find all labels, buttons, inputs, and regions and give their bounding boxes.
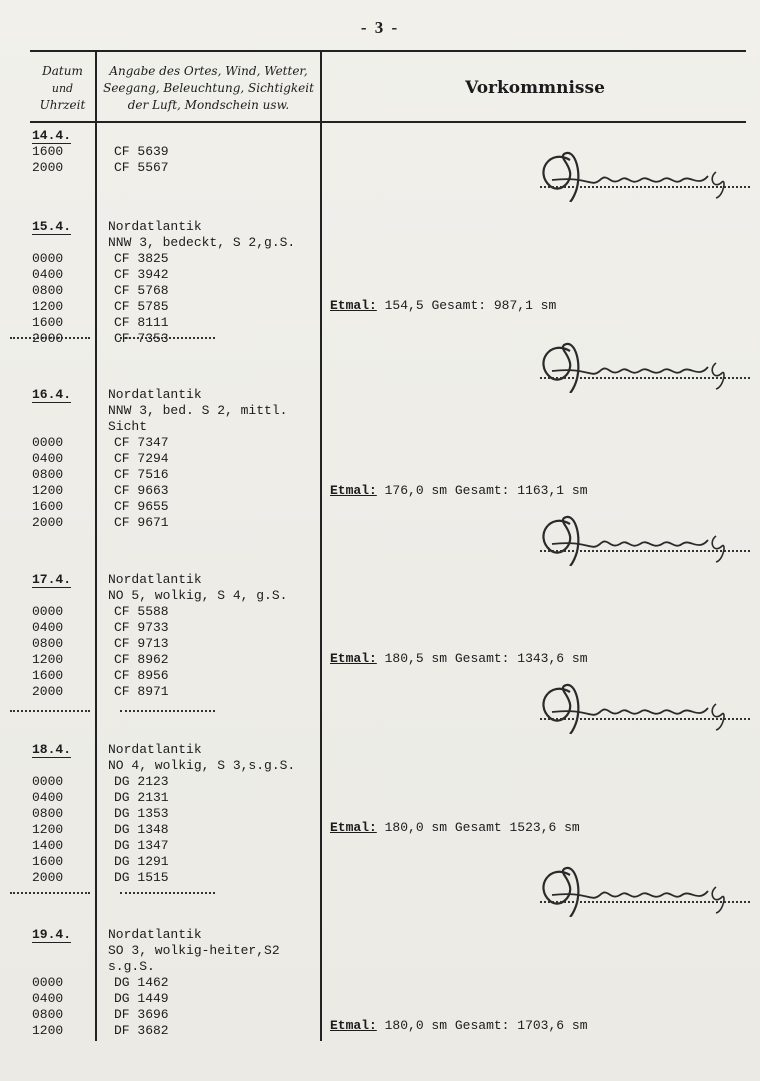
entry-time: 0400 bbox=[32, 620, 64, 635]
entry-time: 0000 bbox=[32, 975, 64, 990]
entry-position: CF 5588 bbox=[114, 604, 169, 619]
entry-time: 2000 bbox=[32, 684, 64, 699]
entry-time: 1200 bbox=[32, 652, 64, 667]
entry-date: 19.4. bbox=[32, 927, 72, 942]
signature-dotted-line bbox=[540, 550, 750, 552]
weather-line: NNW 3, bedeckt, S 2,g.S. bbox=[108, 235, 296, 250]
gesamt-value: 1163,1 sm bbox=[517, 483, 588, 498]
etmal-value: 154,5 bbox=[384, 298, 424, 313]
signature-image bbox=[530, 674, 740, 734]
entry-position: CF 9713 bbox=[114, 636, 169, 651]
weather-line: Sicht bbox=[108, 419, 148, 434]
signature-dotted-line bbox=[540, 901, 750, 903]
entry-position: CF 3825 bbox=[114, 251, 169, 266]
etmal-label: Etmal: bbox=[330, 1018, 377, 1033]
entry-time: 0400 bbox=[32, 267, 64, 282]
entry-position: CF 7516 bbox=[114, 467, 169, 482]
etmal-value: 180,0 sm bbox=[384, 1018, 448, 1033]
weather-line: NO 5, wolkig, S 4, g.S. bbox=[108, 588, 288, 603]
etmal-line bbox=[330, 1018, 588, 1034]
etmal-label: Etmal: bbox=[330, 483, 377, 498]
entry-separator-dots bbox=[120, 892, 215, 894]
header-bottom-rule bbox=[30, 121, 746, 123]
entry-time: 1600 bbox=[32, 144, 64, 159]
entry-date: 16.4. bbox=[32, 387, 72, 402]
column-divider-2 bbox=[320, 51, 322, 1041]
entry-time: 2000 bbox=[32, 331, 64, 346]
etmal-line bbox=[330, 298, 556, 314]
entry-separator-dots bbox=[10, 710, 90, 712]
entry-time: 2000 bbox=[32, 515, 64, 530]
entry-position: CF 5567 bbox=[114, 160, 169, 175]
entry-time: 2000 bbox=[32, 870, 64, 885]
weather-line: Nordatlantik bbox=[108, 387, 202, 402]
entry-position: CF 7347 bbox=[114, 435, 169, 450]
entry-position: DG 1462 bbox=[114, 975, 169, 990]
entry-time: 1200 bbox=[32, 299, 64, 314]
signature-dotted-line bbox=[540, 377, 750, 379]
signature-dotted-line bbox=[540, 718, 750, 720]
entry-time: 1200 bbox=[32, 1023, 64, 1038]
entry-position: DG 1348 bbox=[114, 822, 169, 837]
entry-position: DG 1291 bbox=[114, 854, 169, 869]
entry-position: CF 9671 bbox=[114, 515, 169, 530]
entry-time: 0400 bbox=[32, 991, 64, 1006]
entry-time: 0000 bbox=[32, 604, 64, 619]
entry-position: CF 8962 bbox=[114, 652, 169, 667]
etmal-label: Etmal: bbox=[330, 298, 377, 313]
weather-line: NNW 3, bed. S 2, mittl. bbox=[108, 403, 288, 418]
etmal-label: Etmal: bbox=[330, 820, 377, 835]
entry-separator-dots bbox=[120, 710, 215, 712]
signature-image bbox=[530, 142, 740, 202]
entry-position: DF 3682 bbox=[114, 1023, 169, 1038]
etmal-line bbox=[330, 820, 580, 836]
entry-time: 0400 bbox=[32, 451, 64, 466]
gesamt-value: 1523,6 sm bbox=[509, 820, 580, 835]
entry-position: CF 7353 bbox=[114, 331, 169, 346]
entry-date: 14.4. bbox=[32, 128, 72, 143]
weather-line: Nordatlantik bbox=[108, 572, 202, 587]
entry-position: DG 1449 bbox=[114, 991, 169, 1006]
entry-time: 0800 bbox=[32, 467, 64, 482]
etmal-label: Etmal: bbox=[330, 651, 377, 666]
entry-position: CF 9733 bbox=[114, 620, 169, 635]
entry-position: CF 3942 bbox=[114, 267, 169, 282]
etmal-line bbox=[330, 651, 588, 667]
entry-time: 0800 bbox=[32, 806, 64, 821]
entry-time: 1600 bbox=[32, 499, 64, 514]
entry-date: 17.4. bbox=[32, 572, 72, 587]
entry-date: 18.4. bbox=[32, 742, 72, 757]
signature-image bbox=[530, 506, 740, 566]
entry-date: 15.4. bbox=[32, 219, 72, 234]
gesamt-label: Gesamt bbox=[454, 820, 502, 835]
entry-position: CF 7294 bbox=[114, 451, 169, 466]
signature-image bbox=[530, 333, 740, 393]
entry-time: 1200 bbox=[32, 483, 64, 498]
gesamt-label: Gesamt: bbox=[454, 651, 510, 666]
entry-position: CF 9663 bbox=[114, 483, 169, 498]
entry-time: 0400 bbox=[32, 790, 64, 805]
gesamt-label: Gesamt: bbox=[454, 483, 510, 498]
entry-position: CF 5639 bbox=[114, 144, 169, 159]
entry-time: 2000 bbox=[32, 160, 64, 175]
entry-position: DG 2131 bbox=[114, 790, 169, 805]
gesamt-value: 1703,6 sm bbox=[517, 1018, 588, 1033]
weather-line: Nordatlantik bbox=[108, 742, 202, 757]
entry-time: 0800 bbox=[32, 283, 64, 298]
entry-time: 0000 bbox=[32, 435, 64, 450]
entry-position: DG 1353 bbox=[114, 806, 169, 821]
entry-position: DG 1515 bbox=[114, 870, 169, 885]
entry-time: 1600 bbox=[32, 668, 64, 683]
entry-time: 1400 bbox=[32, 838, 64, 853]
weather-line: SO 3, wolkig-heiter,S2 bbox=[108, 943, 280, 958]
entry-time: 1200 bbox=[32, 822, 64, 837]
weather-line: Nordatlantik bbox=[108, 927, 202, 942]
etmal-value: 180,0 sm bbox=[384, 820, 448, 835]
header-top-rule bbox=[30, 50, 746, 52]
gesamt-label: Gesamt: bbox=[454, 1018, 510, 1033]
etmal-value: 176,0 sm bbox=[384, 483, 448, 498]
entry-time: 1600 bbox=[32, 315, 64, 330]
gesamt-label: Gesamt: bbox=[431, 298, 487, 313]
etmal-value: 180,5 sm bbox=[384, 651, 448, 666]
header-vorkommnisse: Vorkommnisse bbox=[465, 78, 605, 98]
entry-time: 0800 bbox=[32, 1007, 64, 1022]
entry-time: 0000 bbox=[32, 774, 64, 789]
weather-line: NO 4, wolkig, S 3,s.g.S. bbox=[108, 758, 296, 773]
gesamt-value: 987,1 sm bbox=[493, 298, 557, 313]
weather-line: s.g.S. bbox=[108, 959, 155, 974]
entry-time: 0800 bbox=[32, 636, 64, 651]
entry-time: 1600 bbox=[32, 854, 64, 869]
weather-line: Nordatlantik bbox=[108, 219, 202, 234]
entry-position: CF 8956 bbox=[114, 668, 169, 683]
entry-separator-dots bbox=[10, 892, 90, 894]
entry-position: CF 8111 bbox=[114, 315, 169, 330]
entry-time: 0000 bbox=[32, 251, 64, 266]
header-angabe: Angabe des Ortes, Wind, Wetter, Seegang, Beleuchtung, Sichtigkeit der Luft, Mondschein usw. bbox=[103, 64, 314, 112]
page-number: - 3 - bbox=[360, 18, 400, 37]
entry-position: CF 9655 bbox=[114, 499, 169, 514]
signature-image bbox=[530, 857, 740, 917]
etmal-line bbox=[330, 483, 588, 499]
column-divider-1 bbox=[95, 51, 97, 1041]
entry-position: CF 5768 bbox=[114, 283, 169, 298]
entry-position: CF 5785 bbox=[114, 299, 169, 314]
entry-position: CF 8971 bbox=[114, 684, 169, 699]
header-datum: Datum und Uhrzeit bbox=[39, 64, 86, 112]
entry-separator-dots bbox=[10, 337, 90, 339]
gesamt-value: 1343,6 sm bbox=[517, 651, 588, 666]
entry-position: DF 3696 bbox=[114, 1007, 169, 1022]
entry-position: DG 1347 bbox=[114, 838, 169, 853]
entry-position: DG 2123 bbox=[114, 774, 169, 789]
signature-dotted-line bbox=[540, 186, 750, 188]
entry-separator-dots bbox=[120, 337, 215, 339]
